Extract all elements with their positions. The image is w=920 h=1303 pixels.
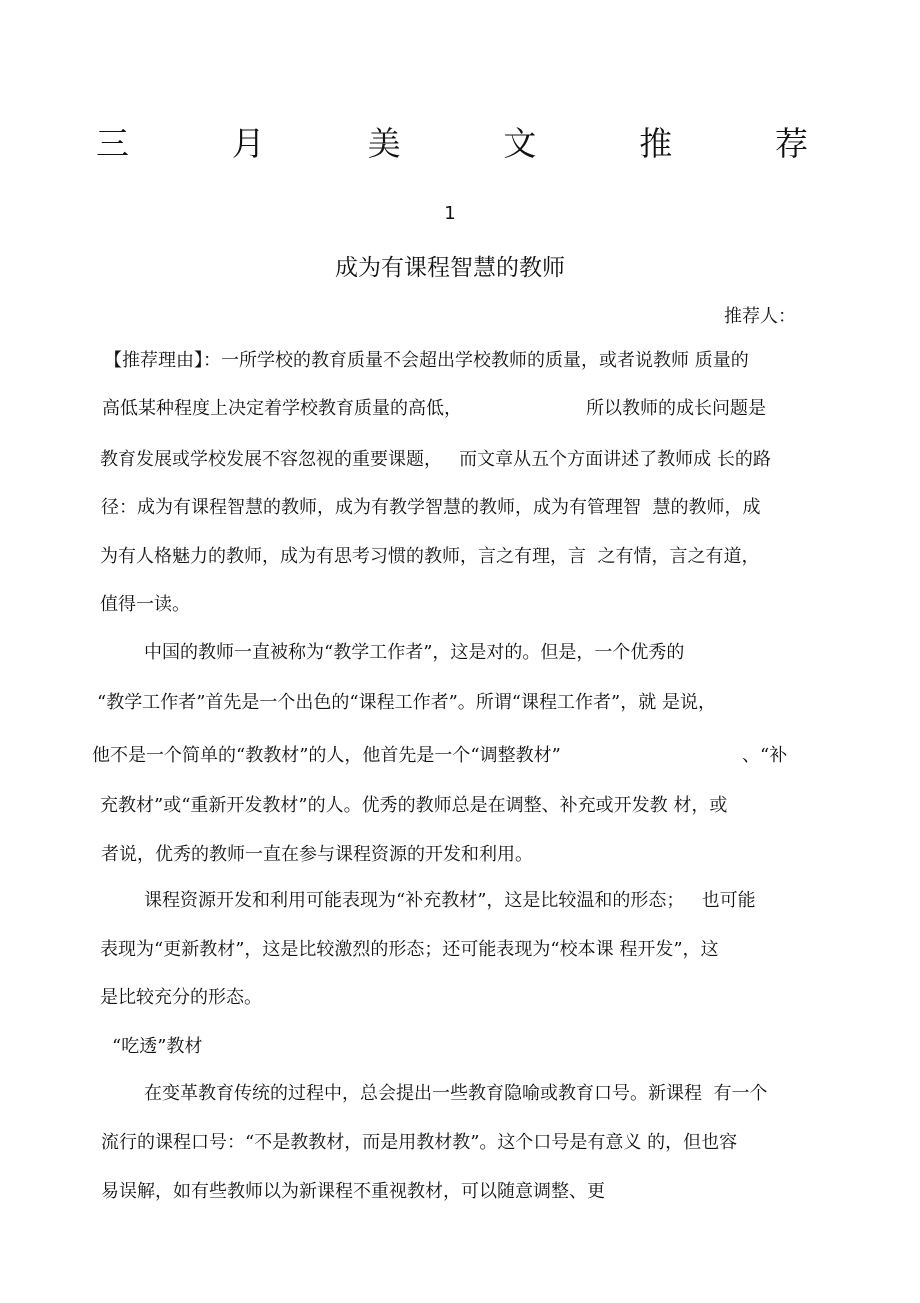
page-title bbox=[96, 124, 808, 164]
text-line: 值得一读。 bbox=[100, 594, 190, 615]
text-line: 在变革教育传统的过程中，总会提出一些教育隐喻或教育口号。新课程 有一个 bbox=[144, 1083, 768, 1104]
text-line: 表现为“更新教材”，这是比较激烈的形态；还可能表现为“校本课 程开发”，这 bbox=[100, 939, 719, 960]
section-number: 1 bbox=[444, 203, 456, 224]
title-char: 美 bbox=[367, 124, 401, 163]
text-line: 充教材”或“重新开发教材”的人。优秀的教师总是在调整、补充或开发教 材，或 bbox=[100, 795, 728, 816]
text-line: 易误解，如有些教师以为新课程不重视教材，可以随意调整、更 bbox=[101, 1181, 605, 1202]
text-line: 课程资源开发和利用可能表现为“补充教材”，这是比较温和的形态； 也可能 bbox=[144, 890, 756, 911]
title-char: 文 bbox=[503, 124, 537, 163]
text-line: 为有人格魅力的教师，成为有思考习惯的教师，言之有理，言 之有情，言之有道， bbox=[100, 546, 760, 567]
article-title: 成为有课程智慧的教师 bbox=[335, 255, 565, 281]
text-line: “教学工作者”首先是一个出色的“课程工作者”。所谓“课程工作者”，就 是说， bbox=[97, 692, 716, 713]
text-line: 中国的教师一直被称为“教学工作者”，这是对的。但是，一个优秀的 bbox=[144, 642, 685, 663]
title-char: 三 bbox=[96, 124, 129, 163]
sub-heading: “吃透”教材 bbox=[112, 1036, 203, 1057]
text-line: 他不是一个简单的“教教材”的人，他首先是一个“调整教材” 、“补 bbox=[92, 745, 788, 766]
recommender-label: 推荐人： bbox=[724, 306, 796, 327]
text-line: 高低某种程度上决定着学校教育质量的高低， 所以教师的成长问题是 bbox=[102, 398, 766, 419]
text-line: 是比较充分的形态。 bbox=[100, 987, 262, 1008]
text-line: 者说，优秀的教师一直在参与课程资源的开发和利用。 bbox=[101, 844, 533, 865]
text-line: 【推荐理由】：一所学校的教育质量不会超出学校教师的质量，或者说教师 质量的 bbox=[104, 350, 749, 371]
title-char: 荐 bbox=[774, 124, 808, 163]
text-line: 流行的课程口号：“不是教教材，而是用教材教”。这个口号是有意义 的，但也容 bbox=[101, 1132, 738, 1153]
text-line: 教育发展或学校发展不容忽视的重要课题， 而文章从五个方面讲述了教师成 长的路 bbox=[100, 449, 771, 470]
text-line: 径：成为有课程智慧的教师，成为有教学智慧的教师，成为有管理智 慧的教师，成 bbox=[101, 497, 761, 518]
title-char: 月 bbox=[231, 124, 265, 163]
title-char: 推 bbox=[639, 124, 673, 163]
